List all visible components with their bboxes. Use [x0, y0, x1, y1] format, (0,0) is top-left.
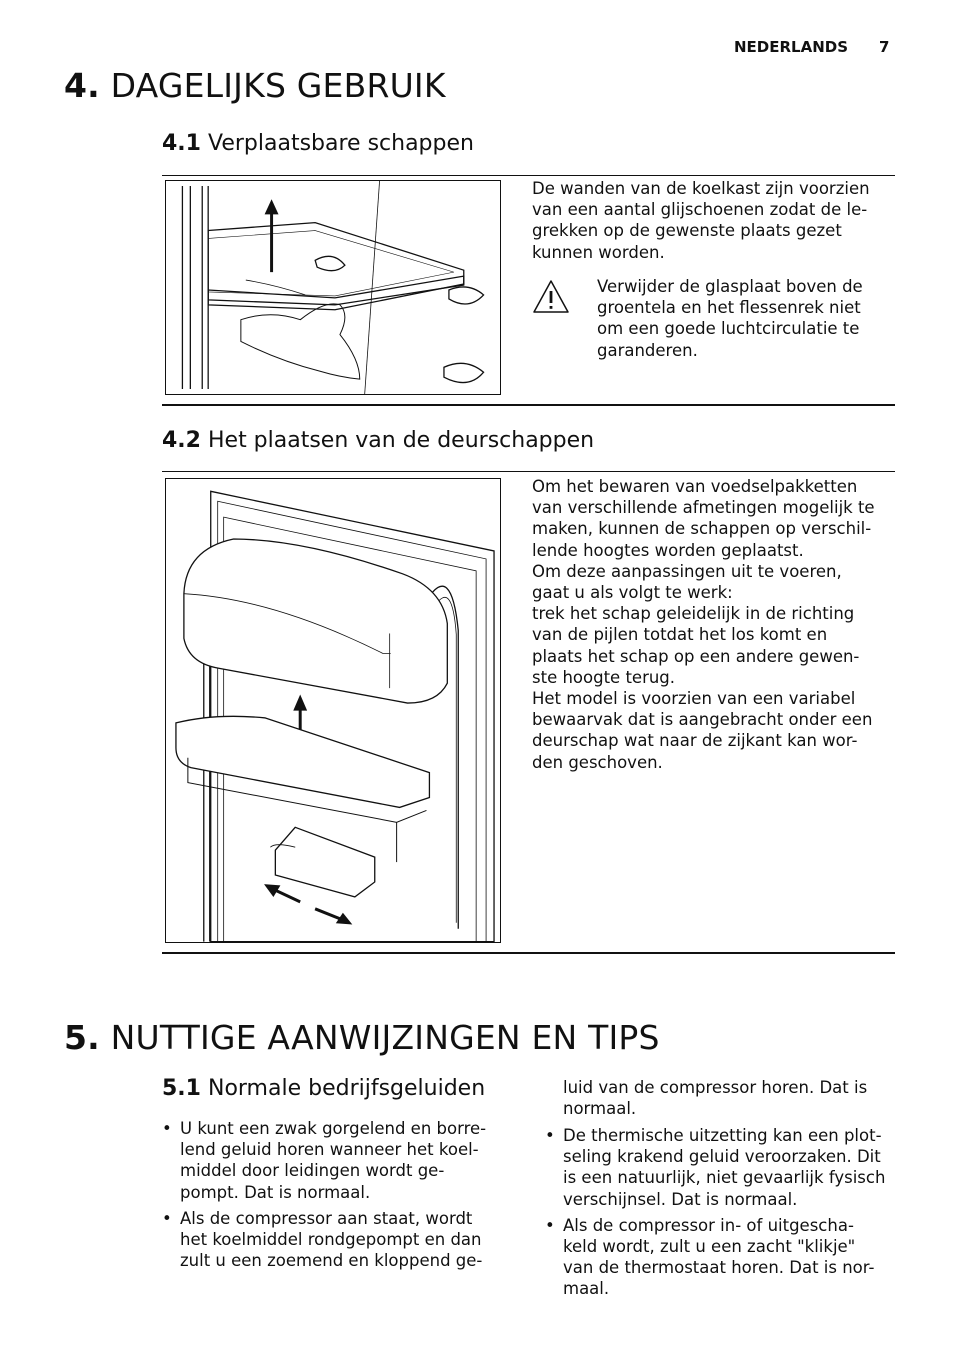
subsection-4-1-heading — [162, 131, 474, 156]
section-4-heading — [64, 66, 446, 105]
shelf-illustration — [165, 180, 501, 395]
noise-list-right — [545, 1125, 905, 1305]
subsection-5-1-number: 5.1 — [162, 1076, 201, 1101]
section-4-title: DAGELIJKS GEBRUIK — [110, 66, 446, 105]
section-5-heading — [64, 1018, 660, 1057]
subsection-4-1-body: De wanden van de koelkast zijn voorzien van een aantal glijschoenen zodat de le- grekken op de gewenste plaats gezet kunnen worden. — [532, 179, 870, 262]
list-item: • Als de compressor in- of uitgescha- keld wordt, zult u een zacht "klikje" van de thermostaat horen. Dat is nor- maal. — [545, 1215, 905, 1300]
list-continuation: luid van de compressor horen. Dat is normaal. — [563, 1078, 868, 1119]
warning-text: Verwijder de glasplaat boven de groentela en het flessenrek niet om een goede luchtcirculatie te garanderen. — [597, 277, 863, 360]
door-shelf-illustration — [165, 478, 501, 943]
divider — [162, 952, 895, 954]
list-item: • U kunt een zwak gorgelend en borre- lend geluid horen wanneer het koel- middel door leidingen wordt ge- pompt. Dat is normaal. — [162, 1118, 522, 1203]
warning-triangle-icon — [531, 278, 571, 316]
subsection-4-2-heading — [162, 428, 594, 453]
subsection-4-2-number: 4.2 — [162, 428, 201, 453]
section-5-title: NUTTIGE AANWIJZINGEN EN TIPS — [110, 1018, 660, 1057]
list-item: • Als de compressor aan staat, wordt het koelmiddel rondgepompt en dan zult u een zoemend en kloppend ge- — [162, 1208, 522, 1272]
list-item: • De thermische uitzetting kan een plot- seling krakend geluid veroorzaken. Dit is een natuurlijk, niet gevaarlijk fysisch verschijnsel. Dat is normaal. — [545, 1125, 905, 1210]
noise-list-left — [162, 1118, 522, 1276]
header-language: NEDERLANDS — [734, 38, 849, 56]
divider — [162, 175, 895, 176]
subsection-4-2-body: Om het bewaren van voedselpakketten van verschillende afmetingen mogelijk te maken, kunnen de schappen op verschil- lende hoogtes worden geplaatst. Om deze aanpassingen uit te voeren, gaat u als volgt te werk: trek het schap geleidelijk in de richting van de pijlen totdat het los komt en plaats het schap op een andere gewen- ste hoogte terug. Het model is voorzien van een variabel bewaarvak dat is aangebracht onder een deurschap wat naar de zijkant kan wor- den geschoven. — [532, 477, 875, 772]
subsection-5-1-title: Normale bedrijfsgeluiden — [207, 1076, 486, 1101]
section-4-number: 4. — [64, 66, 100, 105]
divider — [162, 404, 895, 406]
subsection-4-2-title: Het plaatsen van de deurschappen — [207, 428, 595, 453]
divider — [162, 471, 895, 472]
page-number: 7 — [879, 38, 890, 56]
section-5-number: 5. — [64, 1018, 100, 1057]
subsection-4-1-title: Verplaatsbare schappen — [207, 131, 474, 156]
subsection-4-1-number: 4.1 — [162, 131, 201, 156]
subsection-5-1-heading — [162, 1076, 485, 1101]
